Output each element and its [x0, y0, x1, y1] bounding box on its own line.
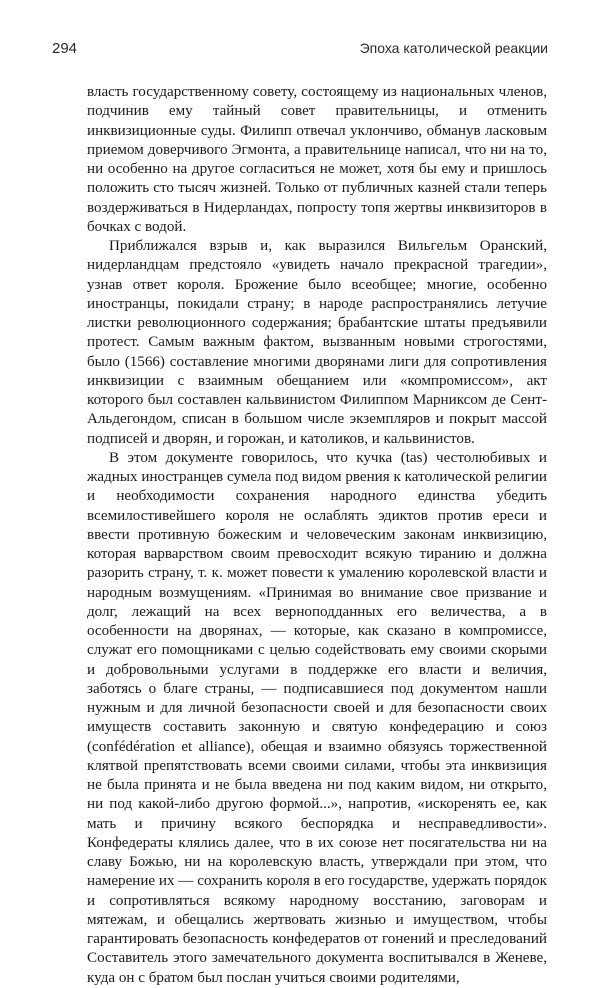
running-title: Эпоха католической реакции	[359, 40, 548, 56]
page-number: 294	[52, 40, 78, 57]
paragraph: Приближался взрыв и, как выразился Вильгельм Оранский, нидерландцам предстояло «увидеть начало прекрасной трагедии», узнав ответ короля. Брожение было всеобщее; многие, особенно иностранцы, покидали страну; в народе распространялись летучие листки революционного содержания; брабантские штаты предъявили протест. Самым важным фактом, вызванным новыми строгостями, было (1566) составление многими дворянами лиги для сопротивления инквизиции с взаимным обещанием или «компромиссом», акт которого был составлен кальвинистом Филиппом Марниксом де Сент-Альдегондом, списан в большом числе экземпляров и покрыт массой подписей и дворян, и горожан, и католиков, и кальвинистов.	[87, 238, 547, 447]
page-header	[52, 40, 548, 60]
body-text	[87, 83, 547, 988]
paragraph: В этом документе говорилось, что кучка (tas) честолюбивых и жадных иностранцев сумела под видом рвения к католической религии и необходимости сохранения народного единства убедить всемилостивейшего короля не ослаблять эдиктов против ереси и ввести противную божеским и человеческим законам инквизицию, которая варварством своим превосходит всякую тиранию и должна разорить страну, т. к. может повести к умалению королевской власти и народным возмущениям. «Принимая во внимание свое призвание и долг, лежащий на всех верноподданных его величества, а в особенности на дворянах, — которые, как сказано в компромиссе, служат его помощниками с целью содействовать ему своими скорыми и добровольными услугами в поддержке его власти и величия, заботясь о благе страны, — подписавшиеся под документом нашли нужным и для личной безопасности своей и для безопасности своих имуществ составить законную и святую конфедерацию и союз (confédération et alliance), обещая и взаимно обязуясь торжественной клятвой препятствовать всеми своими силами, чтобы эта инквизиция не была принята и не была введена ни под каким видом, ни открыто, ни под какой-либо другою формой...», напротив, «искоренять ее, как мать и причину всякого беспорядка и несправедливости». Конфедераты клялись далее, что в их союзе нет посягательства ни на славу Божью, ни на королевскую власть, утверждали при этом, что намерение их — сохранить короля в его государстве, удержать порядок и сопротивляться всякому народному восстанию, заговорам и мятежам, и обещались жертвовать жизнью и имуществом, чтобы гарантировать безопасность конфедератов от гонений и преследований Составитель этого замечательного документа воспитывался в Женеве, куда он с братом был послан учиться своими родителями,	[87, 449, 547, 986]
paragraph: власть государственному совету, состоящему из национальных членов, подчинив ему тайный совет правительницы, и отменить инквизиционные суды. Филипп отвечал уклончиво, обманув ласковым приемом доверчивого Эгмонта, а правительнице написал, что ни на то, ни особенно на другое согласиться не может, хотя бы ему и пришлось положить сто тысяч жизней. Только от публичных казней стали теперь воздерживаться в Нидерландах, попросту топя жертвы инквизиторов в бочках с водой.	[87, 84, 547, 235]
